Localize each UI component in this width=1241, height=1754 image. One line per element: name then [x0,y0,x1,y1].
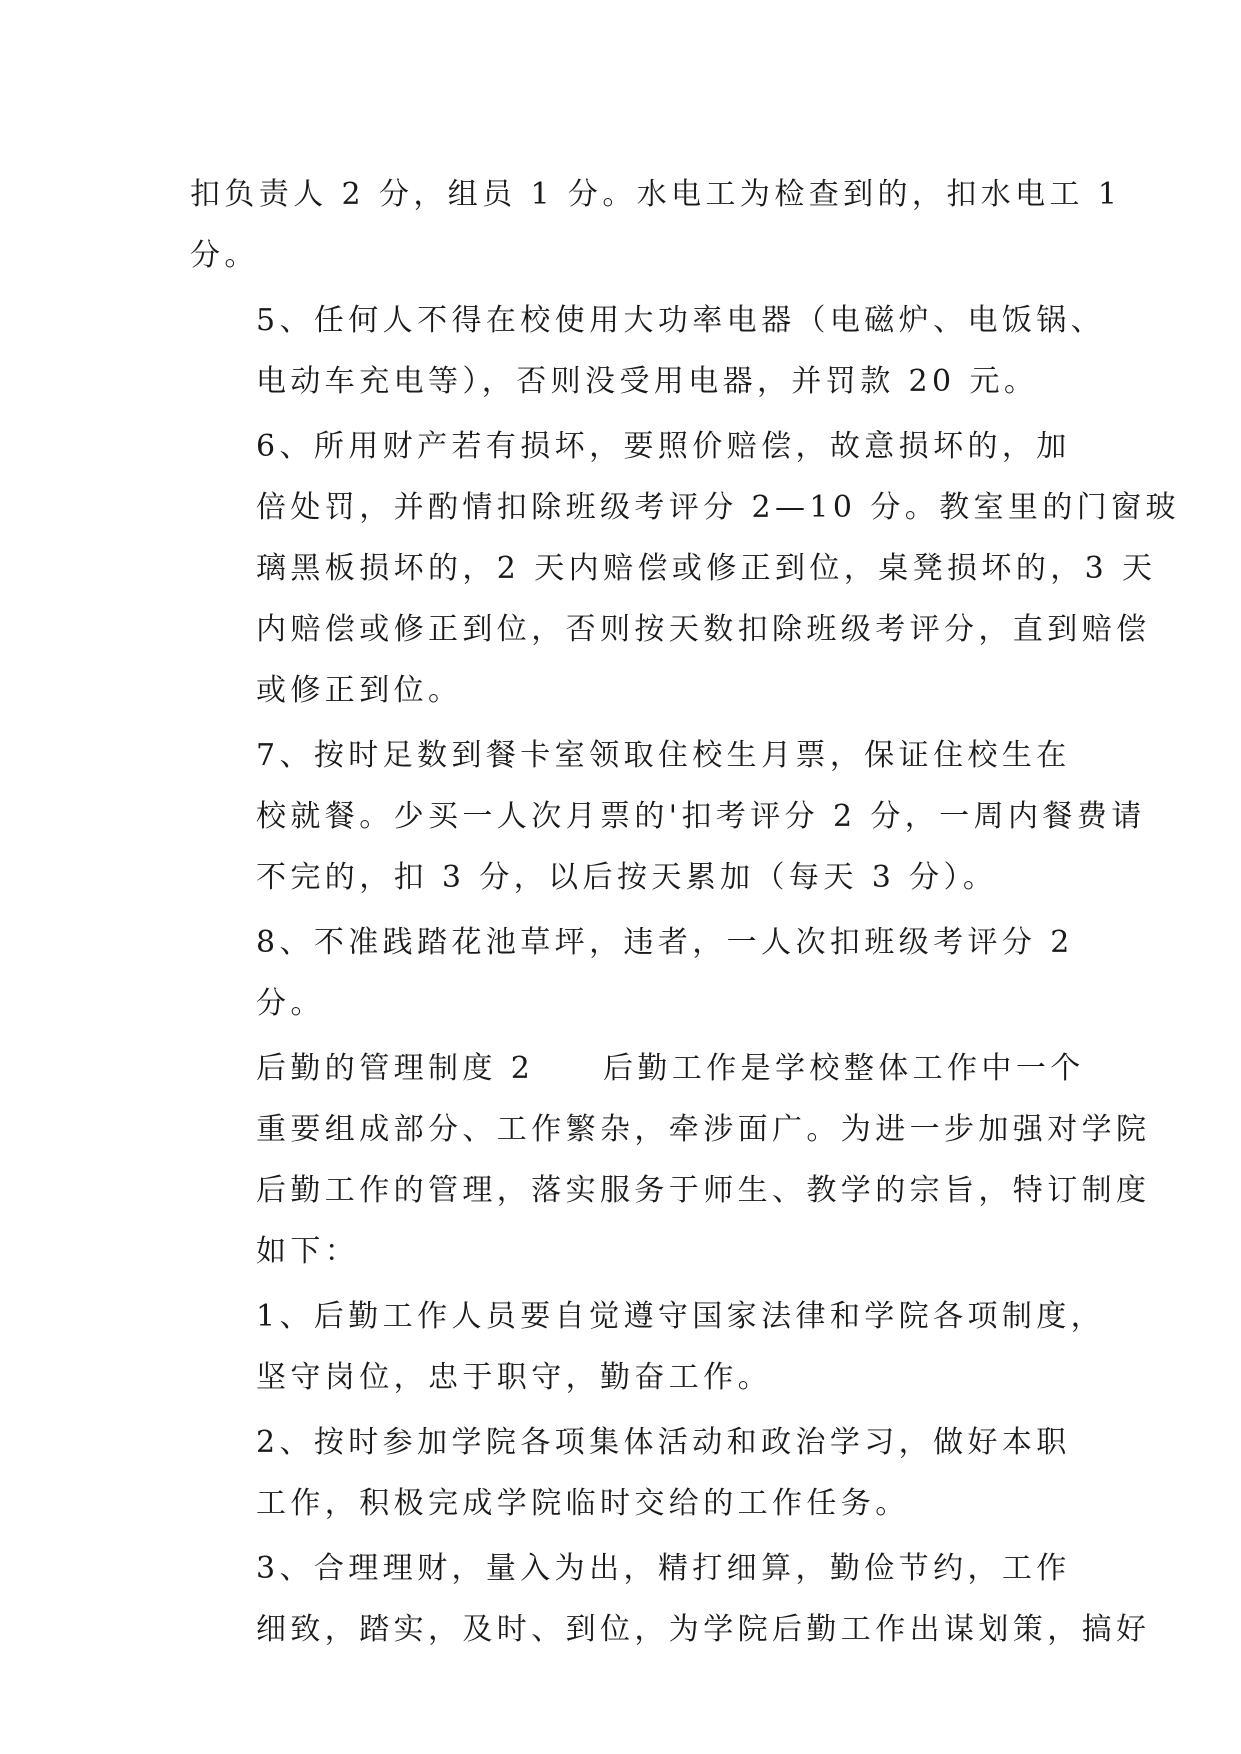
text-line: 8、不准践踏花池草坪，违者，一人次扣班级考评分 2 [256,925,1074,960]
text-line: 重要组成部分、工作繁杂，牵涉面广。为进一步加强对学院 [256,1112,1151,1147]
paragraph [190,912,1074,1034]
text-line: 后勤的管理制度 2 后勤工作是学校整体工作中一个 [256,1051,1085,1086]
paragraph [190,290,1106,412]
text-line: 扣负责人 2 分，组员 1 分。水电工为检查到的，扣水电工 1 [190,177,1122,212]
text-line: 5、任何人不得在校使用大功率电器（电磁炉、电饭锅、 [256,303,1106,338]
text-line: 校就餐。少买一人次月票的'扣考评分 2 分，一周内餐费请 [256,799,1146,834]
paragraph [190,725,1146,908]
text-line: 2、按时参加学院各项集体活动和政治学习，做好本职 [256,1425,1071,1460]
document-body [190,164,1180,1664]
text-line: 如下： [256,1234,360,1269]
text-line: 或修正到位。 [256,673,463,708]
text-line: 细致，踏实，及时、到位，为学院后勤工作出谋划策，搞好 [256,1612,1151,1647]
text-line: 工作，积极完成学院临时交给的工作任务。 [256,1486,910,1521]
text-line: 内赔偿或修正到位，否则按天数扣除班级考评分，直到赔偿 [256,612,1151,647]
paragraph [190,1412,1071,1534]
text-line: 分。 [190,238,259,273]
text-line: 后勤工作的管理，落实服务于师生、教学的宗旨，特订制度 [256,1173,1151,1208]
paragraph [190,416,1180,721]
text-line: 坚守岗位，忠于职守，勤奋工作。 [256,1360,772,1395]
paragraph [190,1538,1151,1660]
text-line: 6、所用财产若有损坏，要照价赔偿，故意损坏的，加 [256,429,1071,464]
text-line: 1、后勤工作人员要自觉遵守国家法律和学院各项制度， [256,1299,1106,1334]
text-line: 分。 [256,986,325,1021]
paragraph [190,164,1122,286]
paragraph [190,1286,1106,1408]
text-line: 3、合理理财，量入为出，精打细算，勤俭节约，工作 [256,1551,1071,1586]
text-line: 倍处罚，并酌情扣除班级考评分 2—10 分。教室里的门窗玻 [256,490,1180,525]
text-line: 璃黑板损坏的，2 天内赔偿或修正到位，桌凳损坏的，3 天 [256,551,1157,586]
paragraph [190,1038,1151,1282]
text-line: 不完的，扣 3 分，以后按天累加（每天 3 分）。 [256,860,998,895]
text-line: 7、按时足数到餐卡室领取住校生月票，保证住校生在 [256,738,1071,773]
text-line: 电动车充电等），否则没受用电器，并罚款 20 元。 [256,364,1039,399]
